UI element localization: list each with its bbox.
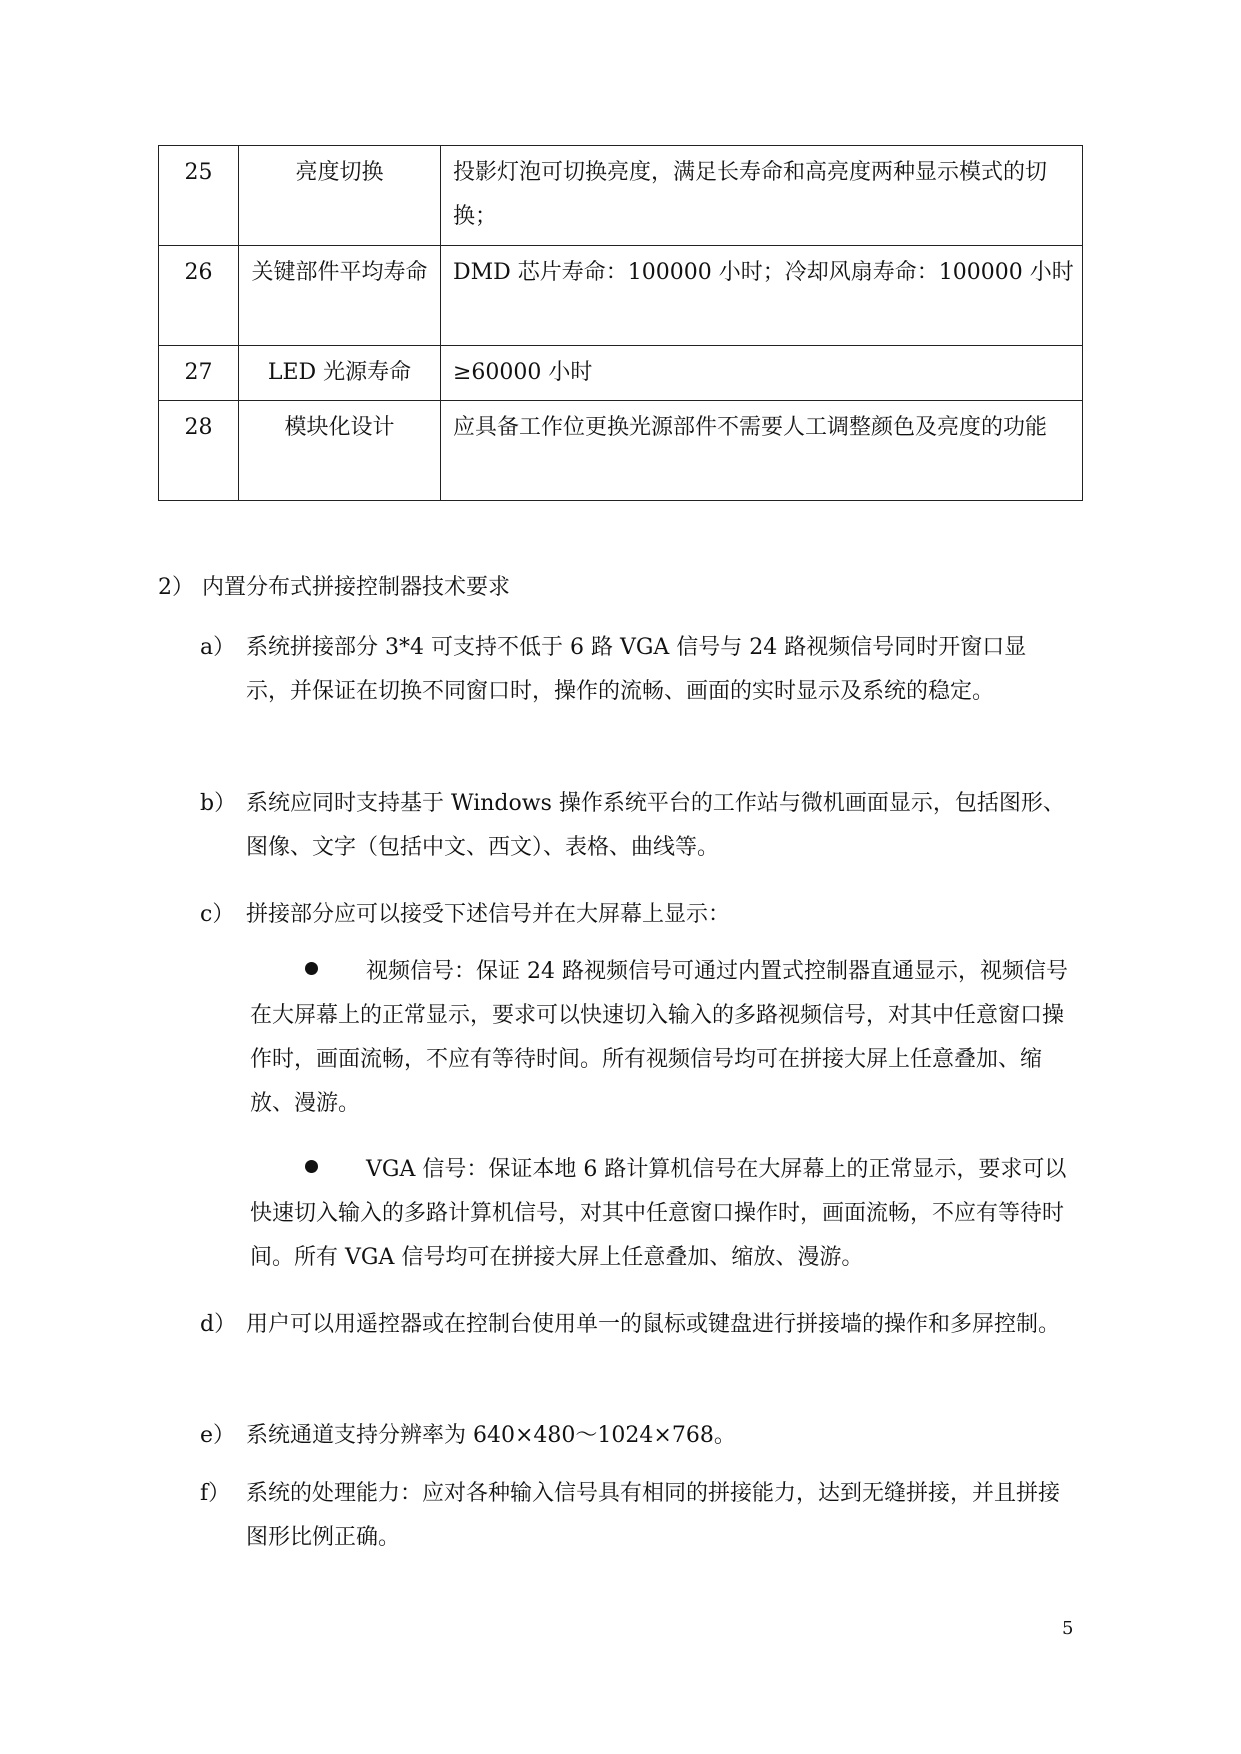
spec-table [158,145,1083,501]
row-number: 25 [159,146,239,246]
item-text: 系统应同时支持基于 Windows 操作系统平台的工作站与微机画面显示，包括图形、图像、文字（包括中文、西文）、表格、曲线等。 [246,791,1065,860]
row-number: 27 [159,346,239,401]
item-marker: d） [200,1312,237,1337]
bullet-item [250,1148,1075,1280]
item-marker: f） [200,1481,231,1506]
item-text: 系统的处理能力：应对各种输入信号具有相同的拼接能力，达到无缝拼接，并且拼接图形比例正确。 [246,1481,1061,1550]
row-name: 模块化设计 [239,401,441,501]
list-item [200,893,1070,937]
table-row [159,346,1083,401]
table-row [159,401,1083,501]
list-item [200,1472,1070,1560]
row-number: 26 [159,246,239,346]
item-text: 拼接部分应可以接受下述信号并在大屏幕上显示： [246,902,731,927]
item-text: 用户可以用遥控器或在控制台使用单一的鼠标或键盘进行拼接墙的操作和多屏控制。 [246,1312,1061,1337]
row-name: 关键部件平均寿命 [239,246,441,346]
row-name: 亮度切换 [239,146,441,246]
table-row [159,146,1083,246]
item-marker: e） [200,1423,236,1448]
list-item [200,1303,1070,1347]
section-title: 内置分布式拼接控制器技术要求 [202,575,511,600]
bullet-text: VGA 信号：保证本地 6 路计算机信号在大屏幕上的正常显示，要求可以快速切入输入的多路计算机信号，对其中任意窗口操作时，画面流畅，不应有等待时间。所有 VGA 信号均可在拼接大屏上任意叠加、缩放、漫游。 [250,1157,1067,1270]
list-item [200,626,1070,714]
row-description: ≥60000 小时 [441,346,1083,401]
bullet-text: 视频信号：保证 24 路视频信号可通过内置式控制器直通显示，视频信号在大屏幕上的正常显示，要求可以快速切入输入的多路视频信号，对其中任意窗口操作时，画面流畅，不应有等待时间。所有视频信号均可在拼接大屏上任意叠加、缩放、漫游。 [250,959,1068,1116]
row-name: LED 光源寿命 [239,346,441,401]
row-number: 28 [159,401,239,501]
row-description: 应具备工作位更换光源部件不需要人工调整颜色及亮度的功能 [441,401,1083,501]
bullet-dot [305,1160,318,1173]
section-marker: 2） [158,575,194,600]
row-description: 投影灯泡可切换亮度，满足长寿命和高亮度两种显示模式的切换； [441,146,1083,246]
list-item [200,782,1070,870]
list-item [200,1414,1070,1458]
bullet-dot [305,962,318,975]
row-description: DMD 芯片寿命：100000 小时；冷却风扇寿命：100000 小时 [441,246,1083,346]
item-text: 系统通道支持分辨率为 640×480～1024×768。 [246,1423,736,1448]
item-text: 系统拼接部分 3*4 可支持不低于 6 路 VGA 信号与 24 路视频信号同时开窗口显示，并保证在切换不同窗口时，操作的流畅、画面的实时显示及系统的稳定。 [246,635,1027,704]
bullet-item [250,950,1075,1126]
item-marker: b） [200,791,237,816]
section-heading [158,568,510,608]
item-marker: a） [200,635,236,660]
page-number: 5 [1062,1618,1074,1639]
item-marker: c） [200,902,235,927]
table-row [159,246,1083,346]
